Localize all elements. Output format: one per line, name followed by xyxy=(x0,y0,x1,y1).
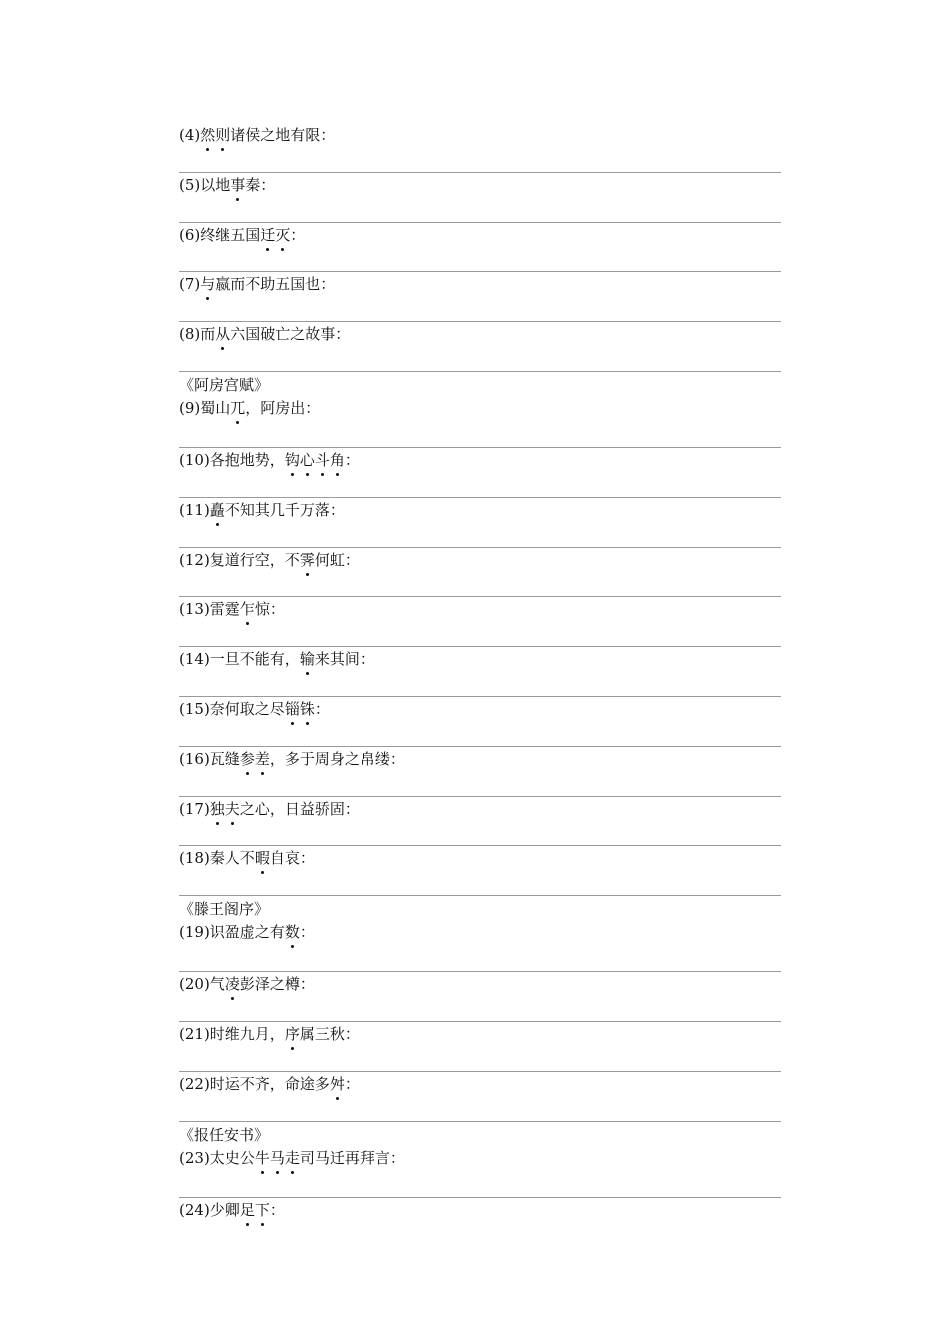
emphasized-char: 斗 xyxy=(315,448,330,472)
question-segment: ： xyxy=(314,699,330,718)
emphasized-char: 然 xyxy=(200,123,215,147)
exercise-item-18 xyxy=(179,846,781,896)
section-title: 《报任安书》 xyxy=(179,1125,270,1144)
question-segment: 以地 xyxy=(200,175,231,194)
exercise-item-24 xyxy=(179,1198,781,1222)
emphasized-char: 事 xyxy=(230,173,245,197)
section-title: 《阿房宫赋》 xyxy=(179,375,270,394)
question-text xyxy=(179,322,781,346)
question-number: (15) xyxy=(179,699,210,718)
emphasized-char: 输 xyxy=(300,647,315,671)
exercise-item-12 xyxy=(179,548,781,598)
question-segment: ，多于周身之帛缕： xyxy=(269,749,405,768)
question-text xyxy=(179,747,781,771)
exercise-item-14 xyxy=(179,647,781,697)
exercise-list xyxy=(179,123,781,1222)
question-number: (4) xyxy=(179,126,201,144)
question-segment: 来其间： xyxy=(314,650,375,669)
question-segment: ： xyxy=(344,1074,360,1093)
exercise-item-20 xyxy=(179,972,781,1022)
emphasized-char: 差 xyxy=(255,747,270,771)
exercise-item-11 xyxy=(179,498,781,548)
question-text xyxy=(179,1198,781,1222)
emphasized-char: 参 xyxy=(240,747,255,771)
emphasized-char: 马 xyxy=(270,1146,285,1170)
question-segment: 识盈虚之有 xyxy=(209,923,285,942)
emphasized-char: 独 xyxy=(210,797,225,821)
question-number: (6) xyxy=(179,225,201,244)
question-text xyxy=(179,1072,781,1096)
exercise-item-13 xyxy=(179,597,781,647)
answer-line[interactable] xyxy=(179,371,781,372)
emphasized-char: 数 xyxy=(285,920,300,944)
question-text xyxy=(179,920,781,944)
question-segment: 复道行空，不 xyxy=(209,550,300,569)
question-number: (22) xyxy=(179,1074,210,1093)
question-segment: 诸侯之地有限： xyxy=(230,126,336,144)
question-segment: 少卿 xyxy=(209,1200,240,1219)
exercise-item-19 xyxy=(179,898,781,972)
question-segment: 终继五国 xyxy=(200,225,261,244)
emphasized-char: 夫 xyxy=(225,797,240,821)
question-segment: 秦： xyxy=(245,175,276,194)
emphasized-char: 锱 xyxy=(285,697,300,721)
question-segment: 司马迁再拜言： xyxy=(299,1148,405,1167)
question-text xyxy=(179,223,781,247)
question-segment: 瓦缝 xyxy=(209,749,240,768)
emphasized-char: 兀 xyxy=(230,396,245,420)
question-number: (19) xyxy=(179,923,210,942)
question-segment: ： xyxy=(269,1200,285,1219)
question-number: (23) xyxy=(179,1148,210,1167)
question-text xyxy=(179,1146,781,1170)
question-number: (24) xyxy=(179,1200,210,1219)
exercise-item-9 xyxy=(179,374,781,448)
emphasized-char: 霁 xyxy=(300,548,315,572)
emphasized-char: 牛 xyxy=(255,1146,270,1170)
exercise-item-16 xyxy=(179,747,781,797)
question-number: (8) xyxy=(179,325,201,344)
answer-line[interactable] xyxy=(179,895,781,896)
answer-line[interactable] xyxy=(179,1121,781,1122)
question-segment: 太史公 xyxy=(209,1148,255,1167)
emphasized-char: 钩 xyxy=(285,448,300,472)
question-segment: 属三秋： xyxy=(299,1024,360,1043)
question-text xyxy=(179,396,781,420)
question-segment: 雷霆 xyxy=(209,600,240,619)
question-segment: 而 xyxy=(200,325,216,344)
question-segment: 之心，日益骄固： xyxy=(239,799,360,818)
exercise-item-7 xyxy=(179,272,781,322)
question-number: (13) xyxy=(179,600,210,619)
question-text xyxy=(179,173,781,197)
question-text xyxy=(179,797,781,821)
question-segment: 六国破亡之故事： xyxy=(230,325,351,344)
exercise-item-8 xyxy=(179,322,781,372)
question-number: (12) xyxy=(179,550,210,569)
emphasized-char: 迁 xyxy=(260,223,275,247)
section-title: 《滕王阁序》 xyxy=(179,900,270,919)
question-segment: 自哀： xyxy=(269,849,315,868)
exercise-item-23 xyxy=(179,1124,781,1198)
question-text xyxy=(179,548,781,572)
question-text xyxy=(179,123,781,147)
exercise-item-15 xyxy=(179,697,781,747)
question-segment: 气 xyxy=(209,975,225,994)
question-number: (16) xyxy=(179,749,210,768)
question-number: (17) xyxy=(179,799,210,818)
question-text xyxy=(179,1022,781,1046)
question-segment: 时维九月， xyxy=(209,1024,285,1043)
emphasized-char: 从 xyxy=(215,322,230,346)
question-segment: 奈何取之尽 xyxy=(209,699,285,718)
emphasized-char: 凌 xyxy=(225,972,240,996)
exercise-item-17 xyxy=(179,797,781,847)
question-segment: 何虹： xyxy=(314,550,360,569)
question-segment: 不知其几千万落： xyxy=(224,500,345,519)
exercise-item-6 xyxy=(179,223,781,273)
question-text xyxy=(179,597,781,621)
emphasized-char: 矗 xyxy=(210,498,225,522)
emphasized-char: 下 xyxy=(255,1198,270,1222)
question-text xyxy=(179,846,781,870)
question-number: (5) xyxy=(179,175,201,194)
question-number: (21) xyxy=(179,1024,210,1043)
question-text xyxy=(179,697,781,721)
question-text xyxy=(179,647,781,671)
question-number: (20) xyxy=(179,975,210,994)
question-text xyxy=(179,972,781,996)
question-text xyxy=(179,448,781,472)
question-text xyxy=(179,498,781,522)
emphasized-char: 心 xyxy=(300,448,315,472)
question-segment: 彭泽之樽： xyxy=(239,975,315,994)
emphasized-char: 与 xyxy=(200,272,215,296)
question-number: (18) xyxy=(179,849,210,868)
question-number: (7) xyxy=(179,275,201,294)
question-segment: 时运不齐，命途多 xyxy=(209,1074,330,1093)
emphasized-char: 铢 xyxy=(300,697,315,721)
question-number: (14) xyxy=(179,650,210,669)
exercise-item-21 xyxy=(179,1022,781,1072)
emphasized-char: 乍 xyxy=(240,597,255,621)
question-segment: 嬴而不助五国也： xyxy=(215,275,336,294)
exercise-item-10 xyxy=(179,448,781,498)
exercise-item-4 xyxy=(179,123,781,173)
question-number: (9) xyxy=(179,398,201,417)
question-segment: ： xyxy=(299,923,315,942)
exercise-item-22 xyxy=(179,1072,781,1122)
question-segment: ，阿房出： xyxy=(245,398,321,417)
question-number: (10) xyxy=(179,450,210,469)
question-text xyxy=(179,272,781,296)
question-segment: 惊： xyxy=(254,600,285,619)
emphasized-char: 走 xyxy=(285,1146,300,1170)
question-segment: ： xyxy=(344,450,360,469)
question-segment: 一旦不能有， xyxy=(209,650,300,669)
question-segment: 秦人不 xyxy=(209,849,255,868)
emphasized-char: 舛 xyxy=(330,1072,345,1096)
emphasized-char: 足 xyxy=(240,1198,255,1222)
emphasized-char: 序 xyxy=(285,1022,300,1046)
question-segment: 蜀山 xyxy=(200,398,231,417)
emphasized-char: 灭 xyxy=(275,223,290,247)
exercise-item-5 xyxy=(179,173,781,223)
question-segment: ： xyxy=(290,225,306,244)
emphasized-char: 暇 xyxy=(255,846,270,870)
question-segment: 各抱地势， xyxy=(209,450,285,469)
question-number: (11) xyxy=(179,500,210,519)
emphasized-char: 角 xyxy=(330,448,345,472)
emphasized-char: 则 xyxy=(215,123,230,147)
